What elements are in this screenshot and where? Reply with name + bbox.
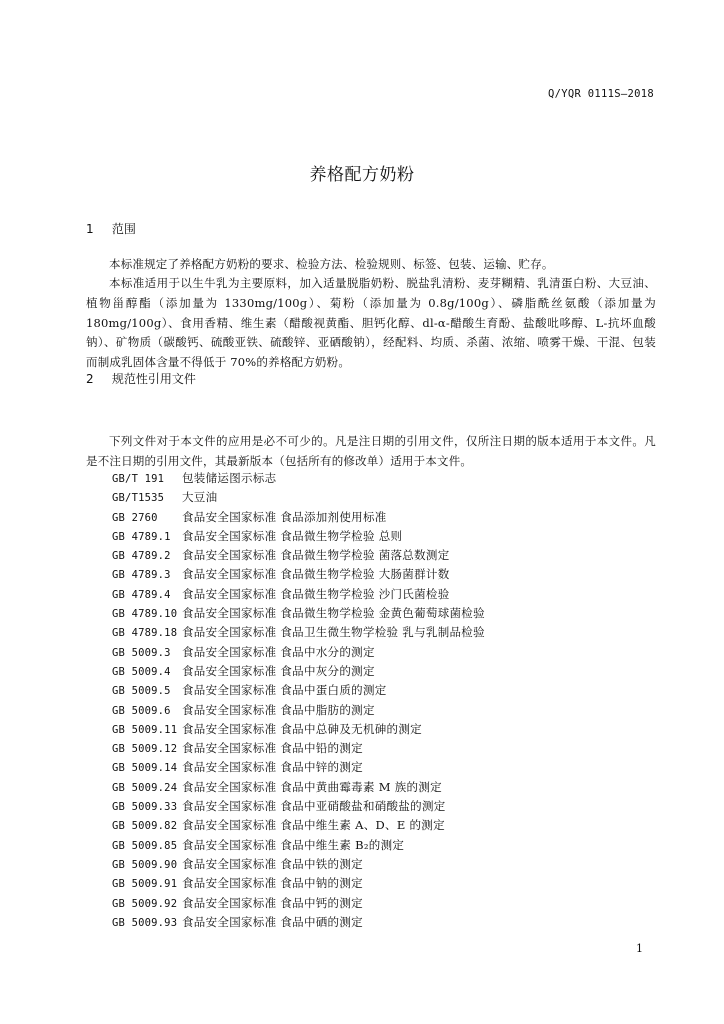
reference-code: GB 4789.4 xyxy=(112,588,171,601)
reference-code: GB 5009.4 xyxy=(112,665,171,678)
section-heading-scope xyxy=(86,220,136,237)
reference-code: GB 5009.6 xyxy=(112,704,171,717)
reference-code: GB 5009.82 xyxy=(112,820,178,833)
reference-item xyxy=(112,605,485,624)
reference-item xyxy=(112,875,485,894)
reference-item xyxy=(112,914,485,933)
reference-title: 食品安全国家标准 食品微生物学检验 总则 xyxy=(182,528,403,543)
reference-code: GB 5009.33 xyxy=(112,801,178,814)
reference-title: 食品安全国家标准 食品中水分的测定 xyxy=(182,644,375,659)
reference-item xyxy=(112,489,485,508)
reference-item xyxy=(112,547,485,566)
reference-item xyxy=(112,837,485,856)
reference-title: 食品安全国家标准 食品微生物学检验 沙门氏菌检验 xyxy=(182,586,450,601)
page-number: 1 xyxy=(636,942,643,955)
reference-code: GB 5009.11 xyxy=(112,723,178,736)
reference-title: 食品安全国家标准 食品微生物学检验 大肠菌群计数 xyxy=(182,567,450,582)
reference-item xyxy=(112,817,485,836)
reference-item xyxy=(112,586,485,605)
reference-title: 食品安全国家标准 食品中锌的测定 xyxy=(182,760,363,775)
scope-paragraph-1: 本标准规定了养格配方奶粉的要求、检验方法、检验规则、标签、包装、运输、贮存。 xyxy=(109,257,554,271)
reference-code: GB 5009.85 xyxy=(112,839,178,852)
reference-title: 食品安全国家标准 食品中灰分的测定 xyxy=(182,663,375,678)
reference-code: GB 2760 xyxy=(112,511,158,524)
section-heading-normative-references xyxy=(86,370,196,387)
reference-item xyxy=(112,895,485,914)
reference-title: 食品安全国家标准 食品中钠的测定 xyxy=(182,876,363,891)
reference-code: GB 5009.92 xyxy=(112,897,178,910)
section-title: 规范性引用文件 xyxy=(111,372,196,386)
reference-code: GB 5009.14 xyxy=(112,762,178,775)
reference-code: GB 4789.3 xyxy=(112,569,171,582)
reference-title: 包装储运图示标志 xyxy=(182,471,277,485)
reference-item xyxy=(112,759,485,778)
reference-code: GB 5009.93 xyxy=(112,916,178,929)
reference-title: 食品安全国家标准 食品中总砷及无机砷的测定 xyxy=(182,721,422,736)
reference-title: 食品安全国家标准 食品微生物学检验 菌落总数测定 xyxy=(182,548,450,563)
reference-code: GB 5009.5 xyxy=(112,685,171,698)
reference-item xyxy=(112,663,485,682)
reference-item xyxy=(112,644,485,663)
reference-item xyxy=(112,566,485,585)
reference-title: 食品安全国家标准 食品中维生素 B₂的测定 xyxy=(182,837,405,852)
reference-title: 食品安全国家标准 食品卫生微生物学检验 乳与乳制品检验 xyxy=(182,625,485,640)
reference-title: 食品安全国家标准 食品中硒的测定 xyxy=(182,914,363,929)
reference-title: 食品安全国家标准 食品中蛋白质的测定 xyxy=(182,683,387,698)
reference-item xyxy=(112,702,485,721)
document-title: 养格配方奶粉 xyxy=(309,165,415,185)
reference-code: GB 5009.12 xyxy=(112,743,178,756)
reference-code: GB 5009.24 xyxy=(112,781,178,794)
reference-title: 食品安全国家标准 食品中铁的测定 xyxy=(182,856,363,871)
reference-item xyxy=(112,798,485,817)
section-number: 1 xyxy=(86,222,94,236)
standard-code: Q/YQR 0111S—2018 xyxy=(548,88,654,100)
reference-title: 大豆油 xyxy=(182,490,218,505)
reference-title: 食品安全国家标准 食品中维生素 A、D、E 的测定 xyxy=(182,818,445,833)
section-number: 2 xyxy=(86,372,94,386)
reference-title: 食品安全国家标准 食品中亚硝酸盐和硝酸盐的测定 xyxy=(182,799,446,814)
section-title: 范围 xyxy=(111,222,136,236)
reference-item xyxy=(112,740,485,759)
reference-item xyxy=(112,470,485,489)
reference-title: 食品安全国家标准 食品中钙的测定 xyxy=(182,895,363,910)
reference-title: 食品安全国家标准 食品微生物学检验 金黄色葡萄球菌检验 xyxy=(182,606,485,621)
reference-item xyxy=(112,528,485,547)
references-intro-paragraph: 下列文件对于本文件的应用是必不可少的。凡是注日期的引用文件，仅所注日期的版本适用于本文件。凡是不注日期的引用文件，其最新版本（包括所有的修改单）适用于本文件。 xyxy=(86,434,656,468)
reference-code: GB 4789.1 xyxy=(112,530,171,543)
reference-code: GB 4789.18 xyxy=(112,627,178,640)
reference-code: GB 4789.10 xyxy=(112,608,178,621)
reference-title: 食品安全国家标准 食品中黄曲霉毒素 M 族的测定 xyxy=(182,779,442,794)
reference-item xyxy=(112,624,485,643)
reference-item xyxy=(112,779,485,798)
reference-code: GB 5009.3 xyxy=(112,646,171,659)
reference-title: 食品安全国家标准 食品中脂肪的测定 xyxy=(182,702,375,717)
reference-item xyxy=(112,721,485,740)
reference-code: GB 5009.90 xyxy=(112,858,178,871)
reference-title: 食品安全国家标准 食品添加剂使用标准 xyxy=(182,509,387,524)
reference-code: GB/T1535 xyxy=(112,492,165,505)
reference-item xyxy=(112,856,485,875)
reference-item xyxy=(112,509,485,528)
scope-paragraph-2: 本标准适用于以生牛乳为主要原料，加入适量脱脂奶粉、脱盐乳清粉、麦芽糊精、乳清蛋白粉、大豆油、植物甾醇酯（添加量为 1330mg/100g）、菊粉（添加量为 0.8g/100g）、磷脂酰丝氨酸（添加量为 180mg/100g）、食用香精、维生素（醋酸视黄酯、胆钙化醇、dl-α-醋酸生育酚、盐酸吡哆醇、L-抗坏血酸钠）、矿物质（碳酸钙、硫酸亚铁、硫酸锌、亚硒酸钠），经配料、均质、杀菌、浓缩、喷雾干燥、干混、包装而制成乳固体含量不得低于 70%的养格配方奶粉。 xyxy=(86,276,656,370)
reference-code: GB 4789.2 xyxy=(112,550,171,563)
reference-title: 食品安全国家标准 食品中铅的测定 xyxy=(182,741,363,756)
reference-code: GB/T 191 xyxy=(112,473,165,485)
reference-code: GB 5009.91 xyxy=(112,878,178,891)
reference-item xyxy=(112,682,485,701)
reference-list xyxy=(112,470,485,933)
